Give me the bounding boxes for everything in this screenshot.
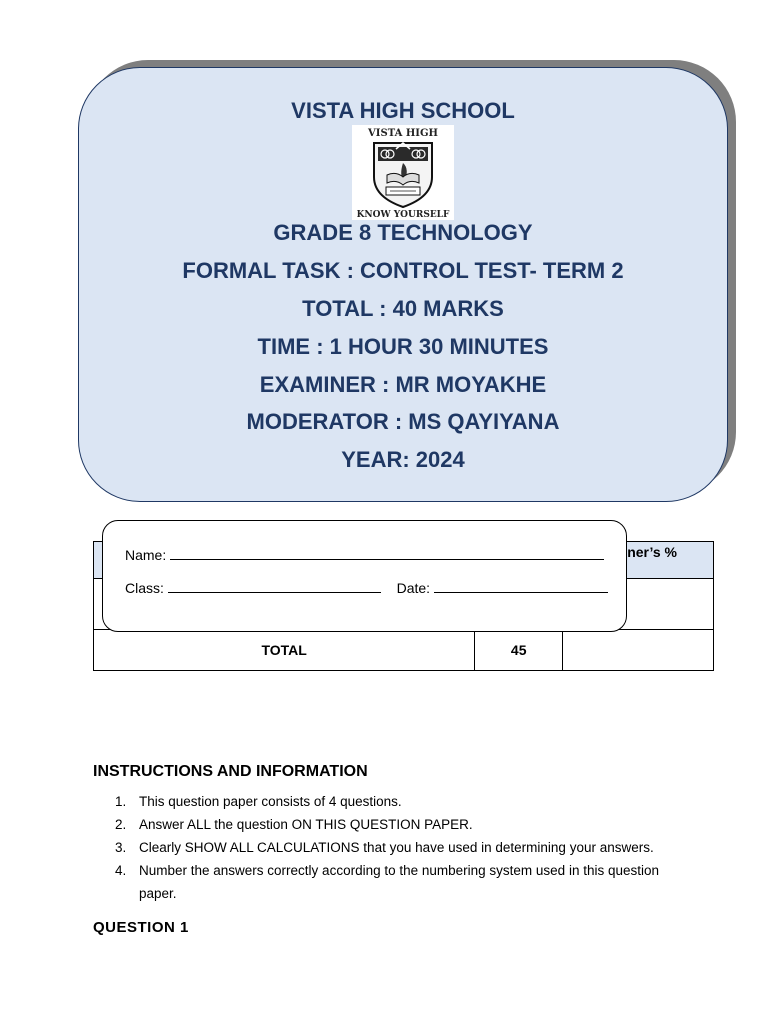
instruction-item: 2. Answer ALL the question ON THIS QUESTION PAPER. [115, 817, 473, 832]
instructions-title: INSTRUCTIONS AND INFORMATION [93, 763, 368, 780]
examiner-line: EXAMINER : MR MOYAKHE [259, 372, 547, 397]
class-input-line[interactable] [168, 580, 381, 593]
logo-motto: KNOW YOURSELF [356, 210, 450, 220]
school-crest-logo [352, 125, 454, 220]
student-details-box [102, 520, 627, 632]
total-marks-line: TOTAL : 40 MARKS [302, 296, 504, 321]
school-name: VISTA HIGH SCHOOL [291, 98, 515, 123]
total-marks-value: 45 [475, 630, 563, 671]
marks-header-percent: ner’s % [563, 542, 714, 579]
marks-total-row [94, 630, 714, 671]
class-label: Class: [125, 580, 164, 596]
total-percent-cell[interactable] [563, 630, 714, 671]
date-input-line[interactable] [434, 580, 608, 593]
moderator-line: MODERATOR : MS QAYIYANA [246, 409, 560, 434]
grade-subject: GRADE 8 TECHNOLOGY [273, 220, 533, 245]
question-1-heading: QUESTION 1 [93, 919, 189, 936]
total-label: TOTAL [94, 630, 475, 671]
task-title: FORMAL TASK : CONTROL TEST- TERM 2 [182, 258, 624, 283]
date-label: Date: [396, 580, 431, 596]
instruction-item: 1. This question paper consists of 4 questions. [115, 794, 402, 809]
name-label: Name: [125, 547, 167, 563]
class-date-row [125, 580, 608, 596]
instructions-list [93, 790, 693, 905]
logo-top-text: VISTA HIGH [368, 128, 438, 139]
name-input-line[interactable] [170, 547, 604, 560]
instruction-item: 4. Number the answers correctly according to the numbering system used in this question paper. [115, 863, 660, 901]
year-line: YEAR: 2024 [341, 447, 465, 472]
name-field-row [125, 547, 604, 563]
instruction-item: 3. Clearly SHOW ALL CALCULATIONS that you have used in determining your answers. [115, 840, 654, 855]
time-line: TIME : 1 HOUR 30 MINUTES [257, 334, 549, 359]
